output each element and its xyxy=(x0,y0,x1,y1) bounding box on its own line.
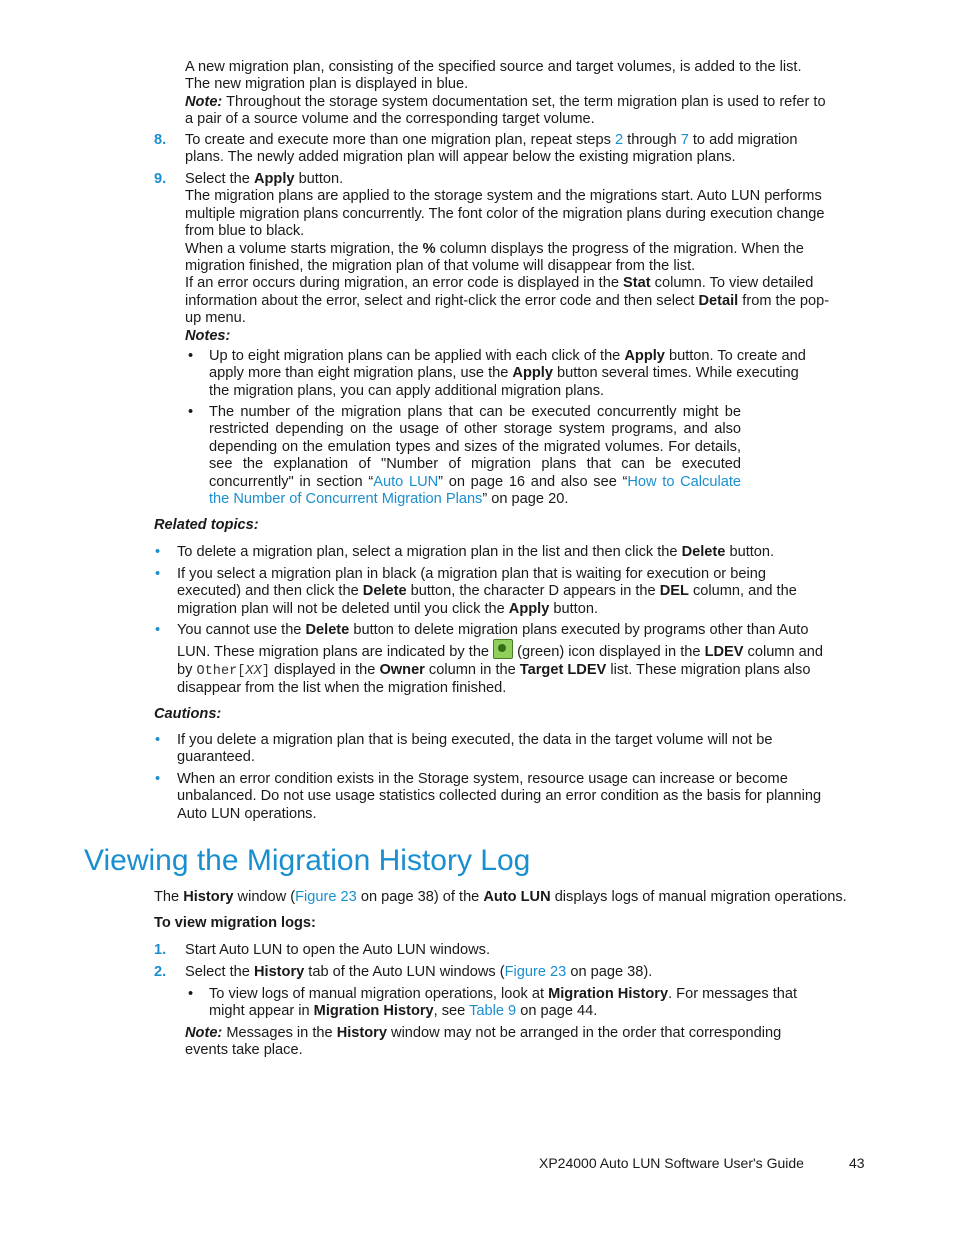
section-note: Note: Messages in the History window may not be arranged in the order that corresponding events take place. xyxy=(185,1025,782,1059)
caution-item-2: When an error condition exists in the Storage system, resource usage can increase or become unbalanced. Do not use usage statistics collected during an error condition as the basis for planning Auto LUN operations. xyxy=(177,771,822,822)
intro-paragraph: A new migration plan, consisting of the specified source and target volumes, is added to the list. The new migration plan is displayed in blue. Note: Throughout the storage system documentation set, the term migration plan is used to refer to a pair of a source volume and the corresponding target volume. xyxy=(185,59,835,129)
cautions-heading: Cautions: xyxy=(154,706,222,722)
bullet-dot: • xyxy=(155,544,161,560)
green-migration-icon xyxy=(493,639,513,659)
bullet-dot: • xyxy=(155,622,161,638)
bullet-dot: • xyxy=(188,404,194,420)
step-1-text: Start Auto LUN to open the Auto LUN windows. xyxy=(185,942,491,958)
link-step-7[interactable]: 7 xyxy=(680,132,689,148)
bullet-dot: • xyxy=(155,732,161,748)
bullet-dot: • xyxy=(188,348,194,364)
step-1-number: 1. xyxy=(154,942,167,958)
related-item-1: To delete a migration plan, select a migration plan in the list and then click the Delete button. xyxy=(177,544,775,560)
link-table-9[interactable]: Table 9 xyxy=(469,1003,517,1020)
link-figure-23[interactable]: Figure 23 xyxy=(504,964,567,980)
bullet-dot: • xyxy=(188,986,194,1002)
bullet-dot: • xyxy=(155,771,161,787)
page-number: 43 xyxy=(849,1155,865,1171)
caution-item-1: If you delete a migration plan that is being executed, the data in the target volume will not be guaranteed. xyxy=(177,732,773,766)
note-bullet-2: The number of the migration plans that can be executed concurrently might be restricted depending on the usage of other storage system programs, and also depending on the emulation types and sizes of the migrated volumes. For details, see the explanation of "Number of migration plans that can be executed concurrently" in section “Auto LUN” on page 16 and also see “How to Calculate the Number of Concurrent Migration Plans” on page 20. xyxy=(209,404,741,508)
step-2-text: Select the History tab of the Auto LUN windows (Figure 23 on page 38). xyxy=(185,964,653,980)
link-how-to-calculate[interactable]: How to Calculate the Number of Concurrent Migration Plans xyxy=(209,473,741,508)
procedure-heading: To view migration logs: xyxy=(154,915,316,931)
related-item-2: If you select a migration plan in black (a migration plan that is waiting for execution or being executed) and then click the Delete button, the character D appears in the DEL column, and the migration plan will not be deleted until you click the Apply button. xyxy=(177,566,797,617)
link-figure-23[interactable]: Figure 23 xyxy=(295,889,357,905)
related-item-3: You cannot use the Delete button to delete migration plans executed by programs other than Auto LUN. These migration plans are indicated by the (green) icon displayed in the LDEV column and by Other[XX] displayed in the Owner column in the Target LDEV list. These migration plans also disappear from the list when the migration finished. xyxy=(177,622,823,697)
step-8-text: To create and execute more than one migration plan, repeat steps 2 through 7 to add migration plans. The newly added migration plan will appear below the existing migration plans. xyxy=(185,132,798,166)
step-9-number: 9. xyxy=(154,171,167,187)
step-2-bullet: To view logs of manual migration operations, look at Migration History. For messages that might appear in Migration History, see Table 9 on page 44. xyxy=(209,986,798,1020)
footer-title: XP24000 Auto LUN Software User's Guide xyxy=(539,1155,804,1171)
link-auto-lun[interactable]: Auto LUN xyxy=(373,473,439,490)
note-bullet-1: Up to eight migration plans can be applied with each click of the Apply button. To create and apply more than eight migration plans, use the Apply button several times. While executing the migration plans, you can apply additional migration plans. xyxy=(209,348,806,399)
intro-note: Note: Throughout the storage system documentation set, the term migration plan is used to refer to a pair of a source volume and the corresponding target volume. xyxy=(185,93,826,128)
section-intro: The History window (Figure 23 on page 38) of the Auto LUN displays logs of manual migration operations. xyxy=(154,889,847,905)
bullet-dot: • xyxy=(155,566,161,582)
step-8-number: 8. xyxy=(154,132,167,148)
step-9-text: Select the Apply button. The migration plans are applied to the storage system and the migrations start. Auto LUN performs multiple migration plans concurrently. The font color of the migration plans during execution change from blue to black. When a volume starts migration, the % column displays the progress of the migration. When the migration finished, the migration plan of that volume will disappear from the list. If an error occurs during migration, an error code is displayed in the Stat column. To view detailed information about the error, select and right-click the error code and then select Detail from the pop-up menu. Notes: xyxy=(185,171,830,344)
related-topics-heading: Related topics: xyxy=(154,517,259,533)
section-title: Viewing the Migration History Log xyxy=(84,844,531,877)
link-step-2[interactable]: 2 xyxy=(614,132,624,148)
step-2-number: 2. xyxy=(154,964,167,980)
